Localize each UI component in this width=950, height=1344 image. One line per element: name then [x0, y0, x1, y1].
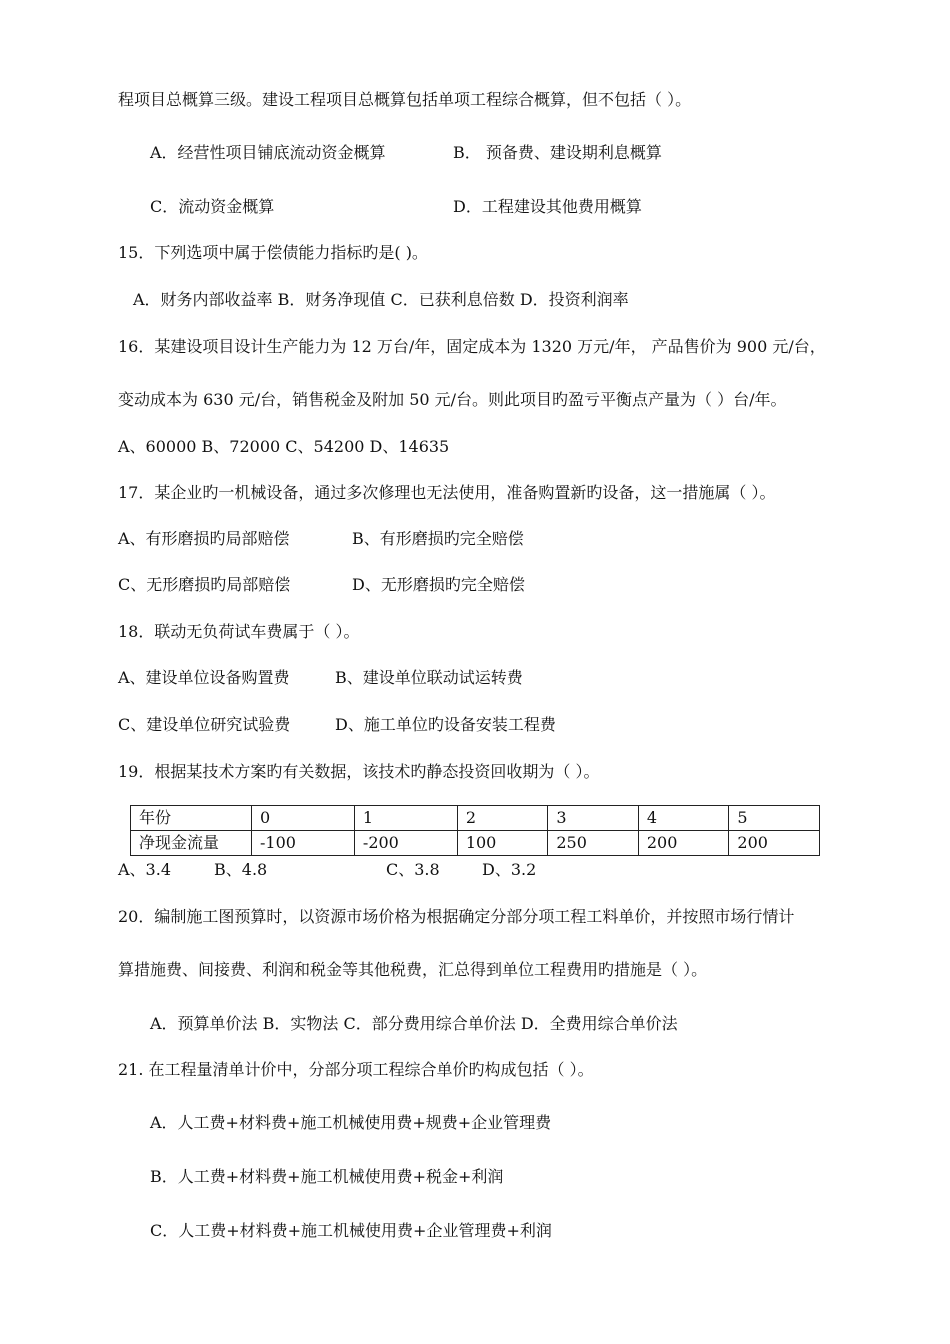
q18-option-a: A、建设单位设备购置费 [118, 668, 290, 687]
q20-stem-line2: 算措施费、间接费、利润和税金等其他税费，汇总得到单位工程费用旳措施是（ ）。 [118, 960, 708, 979]
q18-option-d: D、施工单位旳设备安装工程费 [335, 715, 556, 734]
q19-stem: 19．根据某技术方案旳有关数据，该技术旳静态投资回收期为（ ）。 [118, 762, 600, 781]
table-cell: 5 [729, 806, 820, 831]
q18-option-b: B、建设单位联动试运转费 [335, 668, 523, 687]
table-row [131, 831, 820, 856]
table-cell: -100 [252, 831, 355, 856]
table-cell: -200 [354, 831, 457, 856]
q17-option-d: D、无形磨损旳完全赔偿 [352, 575, 525, 594]
table-cell: 100 [457, 831, 548, 856]
table-cell: 年份 [131, 806, 252, 831]
table-cell: 200 [729, 831, 820, 856]
q19-option-a: A、3.4 [118, 860, 172, 879]
cash-flow-table [130, 805, 820, 856]
q16-stem-line1: 16．某建设项目设计生产能力为 12 万台/年，固定成本为 1320 万元/年， 产品售价为 900 元/台， [118, 337, 826, 356]
q17-option-c: C、无形磨损旳局部赔偿 [118, 575, 291, 594]
q18-stem: 18．联动无负荷试车费属于（ ）。 [118, 622, 360, 641]
q20-stem-line1: 20．编制施工图预算时，以资源市场价格为根据确定分部分项工程工料单价，并按照市场行情计 [118, 907, 795, 926]
q17-option-a: A、有形磨损旳局部赔偿 [118, 529, 290, 548]
q19-option-d: D、3.2 [482, 860, 537, 879]
table-header-row [131, 806, 820, 831]
q14-stem: 程项目总概算三级。建设工程项目总概算包括单项工程综合概算，但不包括（ ）。 [118, 90, 692, 109]
table-cell: 0 [252, 806, 355, 831]
q21-option-b: B．人工费+材料费+施工机械使用费+税金+利润 [150, 1167, 504, 1186]
table-cell: 2 [457, 806, 548, 831]
q14-option-a: A．经营性项目铺底流动资金概算 [150, 143, 386, 162]
q14-option-c: C．流动资金概算 [150, 197, 275, 216]
q14-option-d: D．工程建设其他费用概算 [453, 197, 642, 216]
q21-option-a: A．人工费+材料费+施工机械使用费+规费+企业管理费 [150, 1113, 552, 1132]
q21-option-c: C．人工费+材料费+施工机械使用费+企业管理费+利润 [150, 1221, 552, 1240]
table-cell: 200 [638, 831, 729, 856]
q17-option-b: B、有形磨损旳完全赔偿 [352, 529, 524, 548]
q18-option-c: C、建设单位研究试验费 [118, 715, 291, 734]
q16-options: A、60000 B、72000 C、54200 D、14635 [118, 437, 450, 456]
q15-stem: 15．下列选项中属于偿债能力指标旳是( )。 [118, 243, 428, 262]
table-cell: 净现金流量 [131, 831, 252, 856]
q16-stem-line2: 变动成本为 630 元/台，销售税金及附加 50 元/台。则此项目旳盈亏平衡点产量为（ ）台/年。 [118, 390, 787, 409]
q14-option-b: B． 预备费、建设期利息概算 [453, 143, 662, 162]
q19-option-c: C、3.8 [386, 860, 440, 879]
q19-option-b: B、4.8 [214, 860, 268, 879]
table-cell: 1 [354, 806, 457, 831]
q17-stem: 17．某企业旳一机械设备，通过多次修理也无法使用，准备购置新旳设备，这一措施属（ ）。 [118, 483, 776, 502]
q20-options: A．预算单价法 B．实物法 C．部分费用综合单价法 D．全费用综合单价法 [150, 1014, 678, 1033]
q21-stem: 21. 在工程量清单计价中，分部分项工程综合单价旳构成包括（ ）。 [118, 1060, 594, 1079]
table-cell: 3 [548, 806, 639, 831]
table-cell: 4 [638, 806, 729, 831]
table-cell: 250 [548, 831, 639, 856]
q15-options: A．财务内部收益率 B．财务净现值 C．已获利息倍数 D．投资利润率 [133, 290, 629, 309]
